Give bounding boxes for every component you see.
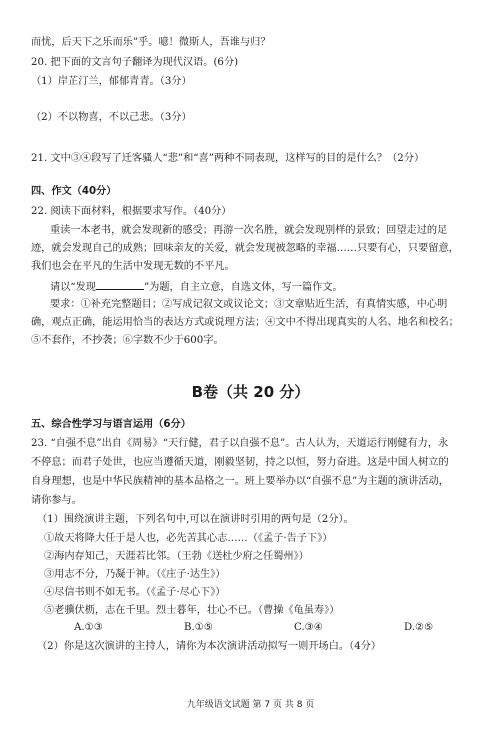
material-line-2: 迹，就会发现自己的成熟；回味亲友的关爱，就会发现被忽略的幸福……只要有心，只要留意， <box>31 243 459 254</box>
material-line-3: 我们也会在平凡的生活中发现无数的不平凡。 <box>31 261 235 272</box>
section-4-heading: 四、作文（40分） <box>31 186 117 197</box>
requirements-line-1: 要求：①补充完整题目；②写成记叙文或议论文；③文章贴近生活，有真情实感，中心明 <box>50 299 448 310</box>
choice-4: ④尽信书则不如无书。（《孟子·尽心下》） <box>44 587 226 598</box>
essay-title-prefix: 请以“发现 <box>50 282 96 293</box>
choice-3: ③用志不分，乃凝于神。（《庄子·达生》） <box>44 569 226 580</box>
material-line-1: 重读一本老书，就会发现新的感受；再游一次名胜，就会发现别样的景致；回望走过的足 <box>50 225 448 236</box>
question-20: 20. 把下面的文言句子翻译为现代汉语。(6分) <box>31 57 239 68</box>
title-blank <box>96 279 144 290</box>
option-d: D.②⑤ <box>404 622 434 633</box>
paper-b-title: B卷（共 20 分） <box>191 383 310 401</box>
passage-ending: 而忧，后天下之乐而乐”乎。噫！微斯人，吾谁与归？ <box>31 37 271 48</box>
question-23-line-2: 不停息；而君子处世，也应当遵循天道，刚毅坚韧，持之以恒，努力奋进。这是中国人树立的 <box>31 457 449 468</box>
question-20-part-2: （2）不以物喜，不以己悲。（3分） <box>31 112 192 123</box>
question-22: 22. 阅读下面材料，根据要求写作。（40分） <box>31 206 232 217</box>
question-23-line-3: 自身理想，也是中华民族精神的基本品格之一。班上要举办以“自强不息”为主题的演讲活动， <box>31 476 449 487</box>
page-footer: 九年级语文试题 第 7 页 共 8 页 <box>186 700 315 710</box>
choice-2: ②海内存知己，天涯若比邻。（王勃《送杜少府之任蜀州》） <box>44 551 309 562</box>
question-20-part-1: （1）岸芷汀兰，郁郁青青。（3分） <box>31 76 192 87</box>
essay-title-suffix: ”为题，自主立意，自选文体，写一篇作文。 <box>143 282 343 293</box>
choice-5: ⑤老骥伏枥，志在千里。烈士暮年，壮心不已。（曹操《龟虽寿》） <box>44 605 340 616</box>
option-c: C.③④ <box>294 622 323 633</box>
choice-1: ①故天将降大任于是人也，必先苦其心志……（《孟子·告子下》） <box>44 533 333 544</box>
requirements-line-3: ⑤不套作，不抄袭；⑥字数不少于600字。 <box>31 335 224 346</box>
requirements-line-2: 确，观点正确，能运用恰当的表达方式或说理方法；④文中不得出现真实的人名、地名和校名； <box>31 317 459 328</box>
subquestion-2: （2）你是这次演讲的主持人，请你为本次演讲活动拟写一则开场白。（4分） <box>37 641 382 652</box>
option-a: A.①③ <box>74 622 103 633</box>
question-23-line-1: 23. “自强不息”出自《周易》“天行健，君子以自强不息”。古人认为，天道运行刚健有力，永 <box>31 438 449 449</box>
essay-title-prompt <box>50 279 479 294</box>
question-23-line-4: 请你参与。 <box>31 495 82 506</box>
subquestion-1: （1）围绕演讲主题，下列名句中,可以在演讲时引用的两句是（2分）。 <box>37 514 354 525</box>
section-5-heading: 五、综合性学习与语言运用（6分） <box>31 419 191 430</box>
question-21: 21. 文中③④段写了迁客骚人“悲”和“喜”两种不同表现，这样写的目的是什么？（2分） <box>31 153 425 164</box>
option-b: B.①⑤ <box>184 622 213 633</box>
